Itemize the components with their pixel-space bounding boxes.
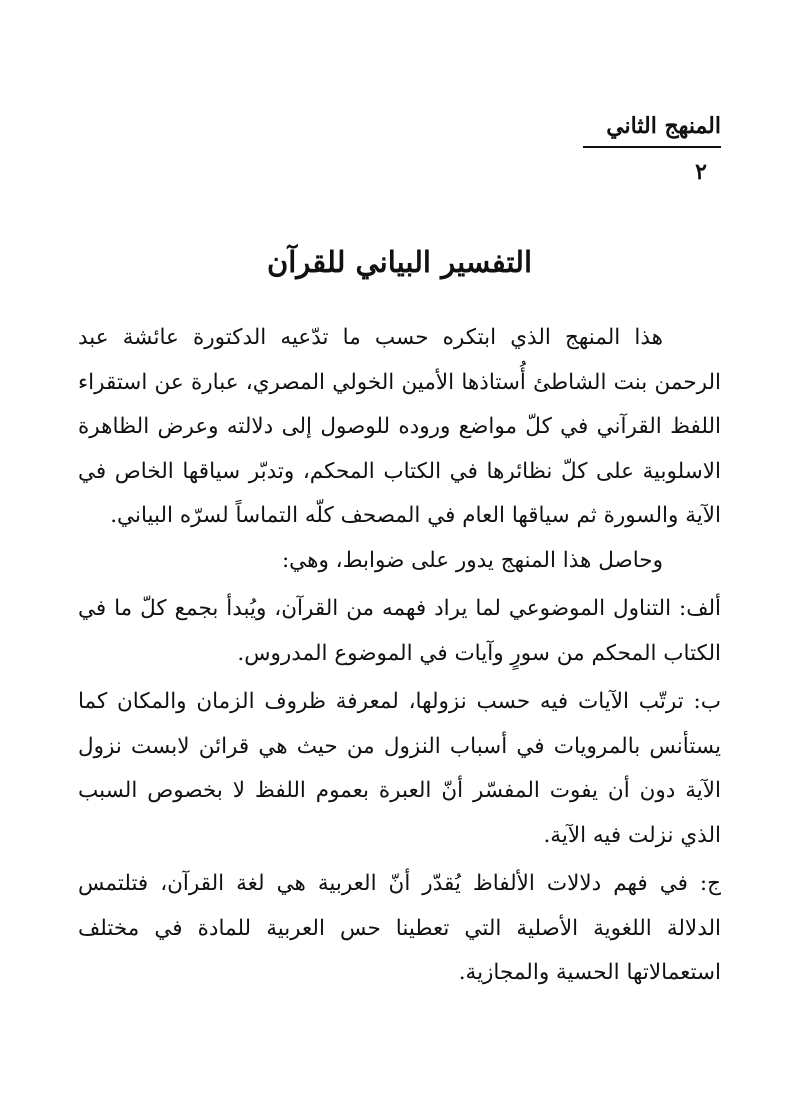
rule-ba-paragraph: ب: ترتّب الآيات فيه حسب نزولها، لمعرفة ظروف الزمان والمكان كما يستأنس بالمرويات في أسباب النزول من حيث هي قرائن لابست نزول الآية دون أن يفوت المفسّر أنّ العبرة بعموم اللفظ لا بخصوص السبب الذي نزلت فيه الآية.	[78, 689, 721, 848]
rule-alif-paragraph: ألف: التناول الموضوعي لما يراد فهمه من القرآن، ويُبدأ بجمع كلّ ما في الكتاب المحكم من سورٍ وآيات في الموضوع المدروس.	[78, 596, 721, 666]
body-text	[78, 316, 721, 996]
chapter-title: التفسير البياني للقرآن	[266, 245, 533, 279]
rules-intro-paragraph: وحاصل هذا المنهج يدور على ضوابط، وهي:	[281, 547, 663, 573]
section-label: المنهج الثاني	[583, 106, 721, 148]
rule-jim-paragraph: ج: في فهم دلالات الألفاظ يُقدّر أنّ العربية هي لغة القرآن، فتلتمس الدلالة اللغوية الأصلية التي تعطينا حس العربية للمادة في مختلف استعمالاتها الحسية والمجازية.	[78, 871, 721, 985]
section-number: ٢	[695, 159, 707, 185]
section-header	[583, 106, 721, 192]
intro-paragraph: هذا المنهج الذي ابتكره حسب ما تدّعيه الدكتورة عائشة عبد الرحمن بنت الشاطئ أُستاذها الأمين الخولي المصري، عبارة عن استقراء اللفظ القرآني في كلّ مواضع وروده للوصول إلى دلالته وعرض الظاهرة الاسلوبية على كلّ نظائرها في الكتاب المحكم، وتدبّر سياقها الخاص في الآية والسورة ثم سياقها العام في المصحف كلّه التماساً لسرّه البياني.	[78, 325, 721, 528]
